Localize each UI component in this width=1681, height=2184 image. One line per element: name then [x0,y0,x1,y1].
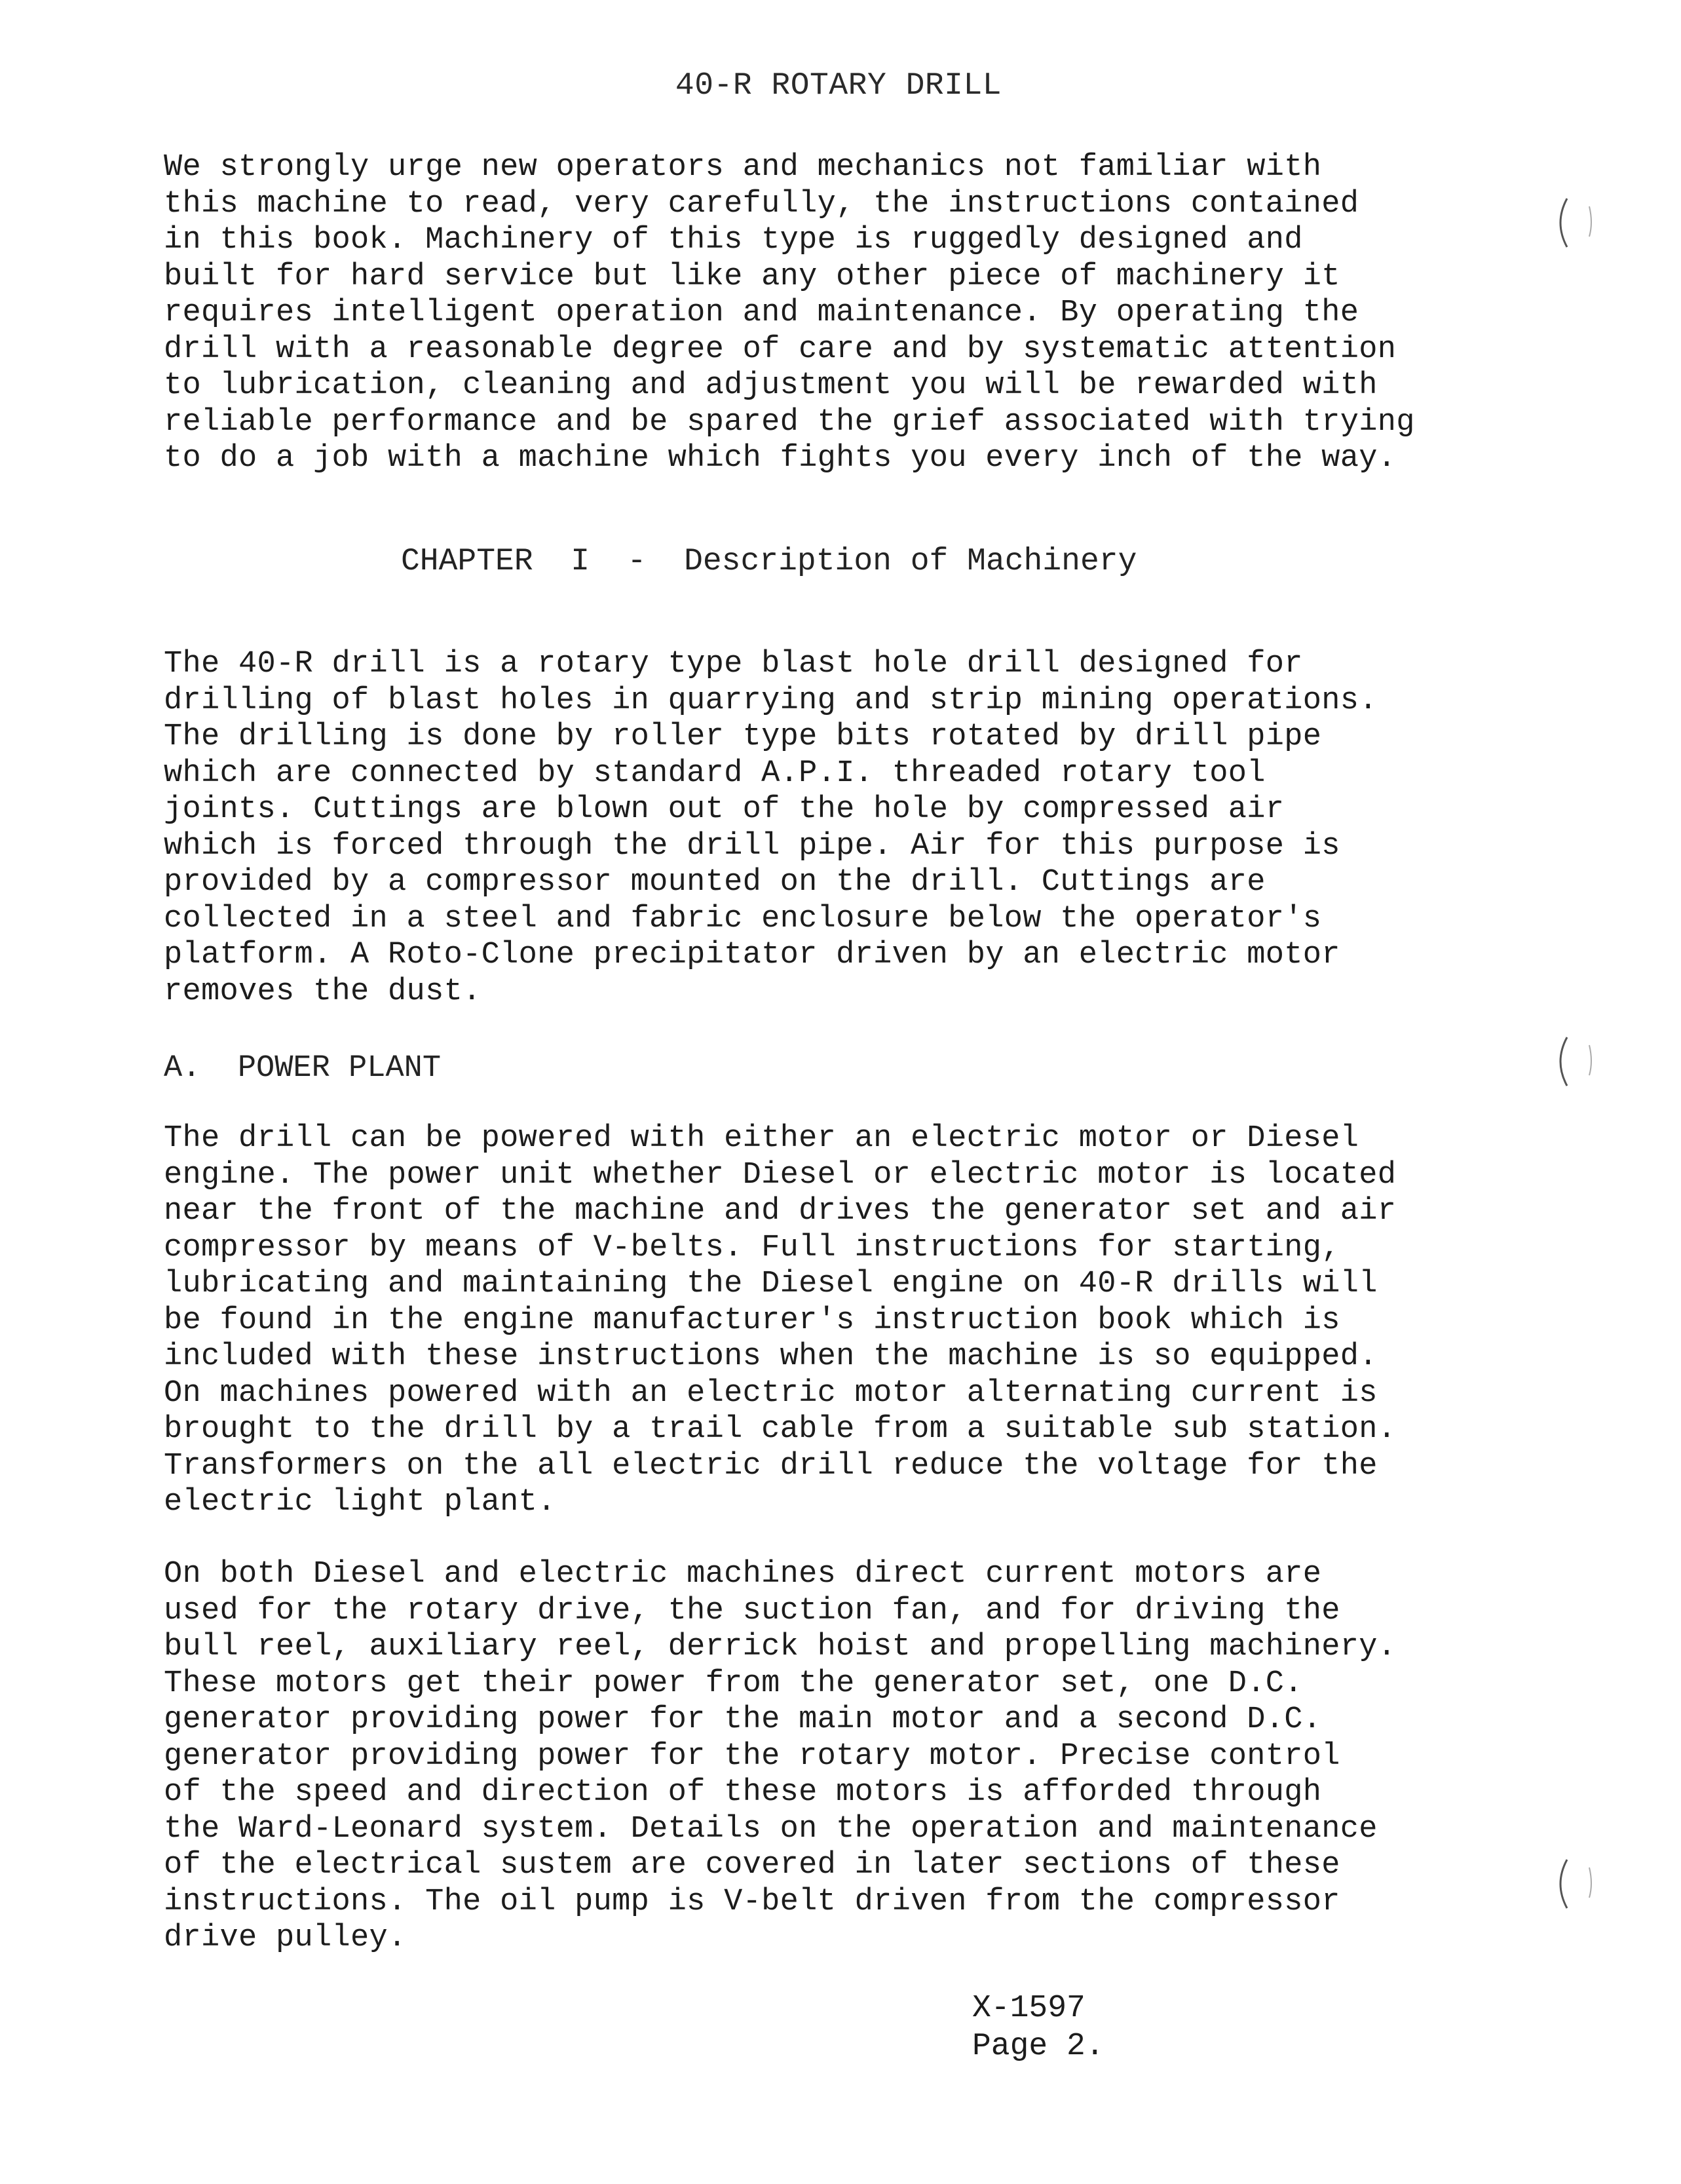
chapter-title: CHAPTER I - Description of Machinery [401,544,1137,579]
text-line: generator providing power for the rotary motor. Precise control [164,1738,1340,1774]
text-line: We strongly urge new operators and mechanics not familiar with [164,150,1322,185]
text-line: instructions. The oil pump is V-belt driven from the compressor [164,1884,1340,1919]
binder-hole-icon [1553,1032,1598,1091]
text-line: of the electrical sustem are covered in later sections of these [164,1848,1340,1883]
intro-paragraph [164,149,1415,477]
text-line: reliable performance and be spared the grief associated with trying [164,404,1415,440]
text-line: electric light plant. [164,1485,556,1520]
text-line: The 40-R drill is a rotary type blast hole drill designed for [164,647,1303,681]
text-line: The drilling is done by roller type bits rotated by drill pipe [164,719,1322,754]
footer-doc-number: X-1597 [972,1991,1086,2026]
text-line: provided by a compressor mounted on the drill. Cuttings are [164,865,1266,900]
text-line: These motors get their power from the generator set, one D.C. [164,1666,1303,1701]
page-header: 40-R ROTARY DRILL [675,68,1002,104]
text-line: joints. Cuttings are blown out of the hole by compressed air [164,792,1285,827]
text-line: bull reel, auxiliary reel, derrick hoist and propelling machinery. [164,1630,1397,1664]
text-line: On machines powered with an electric motor alternating current is [164,1375,1378,1411]
text-line: in this book. Machinery of this type is ruggedly designed and [164,223,1303,258]
text-line: to lubrication, cleaning and adjustment you will be rewarded with [164,368,1378,403]
text-line: brought to the drill by a trail cable from a suitable sub station. [164,1412,1397,1447]
text-line: drive pulley. [164,1921,407,1955]
text-line: be found in the engine manufacturer's instruction book which is [164,1303,1340,1338]
text-line: On both Diesel and electric machines direct current motors are [164,1557,1322,1592]
text-line: platform. A Roto-Clone precipitator driven by an electric motor [164,938,1340,972]
text-line: of the speed and direction of these motors is afforded through [164,1775,1322,1810]
binder-hole-icon [1553,1854,1598,1913]
text-line: collected in a steel and fabric enclosure below the operator's [164,901,1322,936]
text-line: drilling of blast holes in quarrying and strip mining operations. [164,683,1378,718]
power-plant-paragraph-1 [164,1121,1408,1521]
text-line: removes the dust. [164,974,482,1009]
text-line: which is forced through the drill pipe. Air for this purpose is [164,828,1340,864]
text-line: this machine to read, very carefully, the instructions contained [164,186,1359,221]
power-plant-paragraph-2 [164,1556,1408,1957]
text-line: included with these instructions when the machine is so equipped. [164,1339,1378,1374]
text-line: the Ward-Leonard system. Details on the operation and maintenance [164,1811,1378,1847]
text-line: requires intelligent operation and maintenance. By operating the [164,296,1359,330]
text-line: used for the rotary drive, the suction fan, and for driving the [164,1593,1340,1628]
text-line: to do a job with a machine which fights you every inch of the way. [164,441,1397,476]
text-line: near the front of the machine and drives the generator set and air [164,1194,1397,1229]
text-line: The drill can be powered with either an electric motor or Diesel [164,1121,1359,1156]
text-line: built for hard service but like any other piece of machinery it [164,259,1340,294]
section-heading-power-plant: A. POWER PLANT [164,1051,442,1086]
binder-hole-icon [1553,193,1598,252]
text-line: compressor by means of V-belts. Full instructions for starting, [164,1230,1340,1265]
text-line: Transformers on the all electric drill reduce the voltage for the [164,1448,1378,1484]
text-line: drill with a reasonable degree of care and by systematic attention [164,332,1397,367]
text-line: engine. The power unit whether Diesel or electric motor is located [164,1157,1397,1193]
footer-page-number: Page 2. [972,2029,1105,2064]
text-line: generator providing power for the main motor and a second D.C. [164,1702,1322,1737]
text-line: lubricating and maintaining the Diesel engine on 40-R drills will [164,1267,1378,1301]
text-line: which are connected by standard A.P.I. threaded rotary tool [164,756,1266,791]
description-paragraph [164,646,1408,1010]
